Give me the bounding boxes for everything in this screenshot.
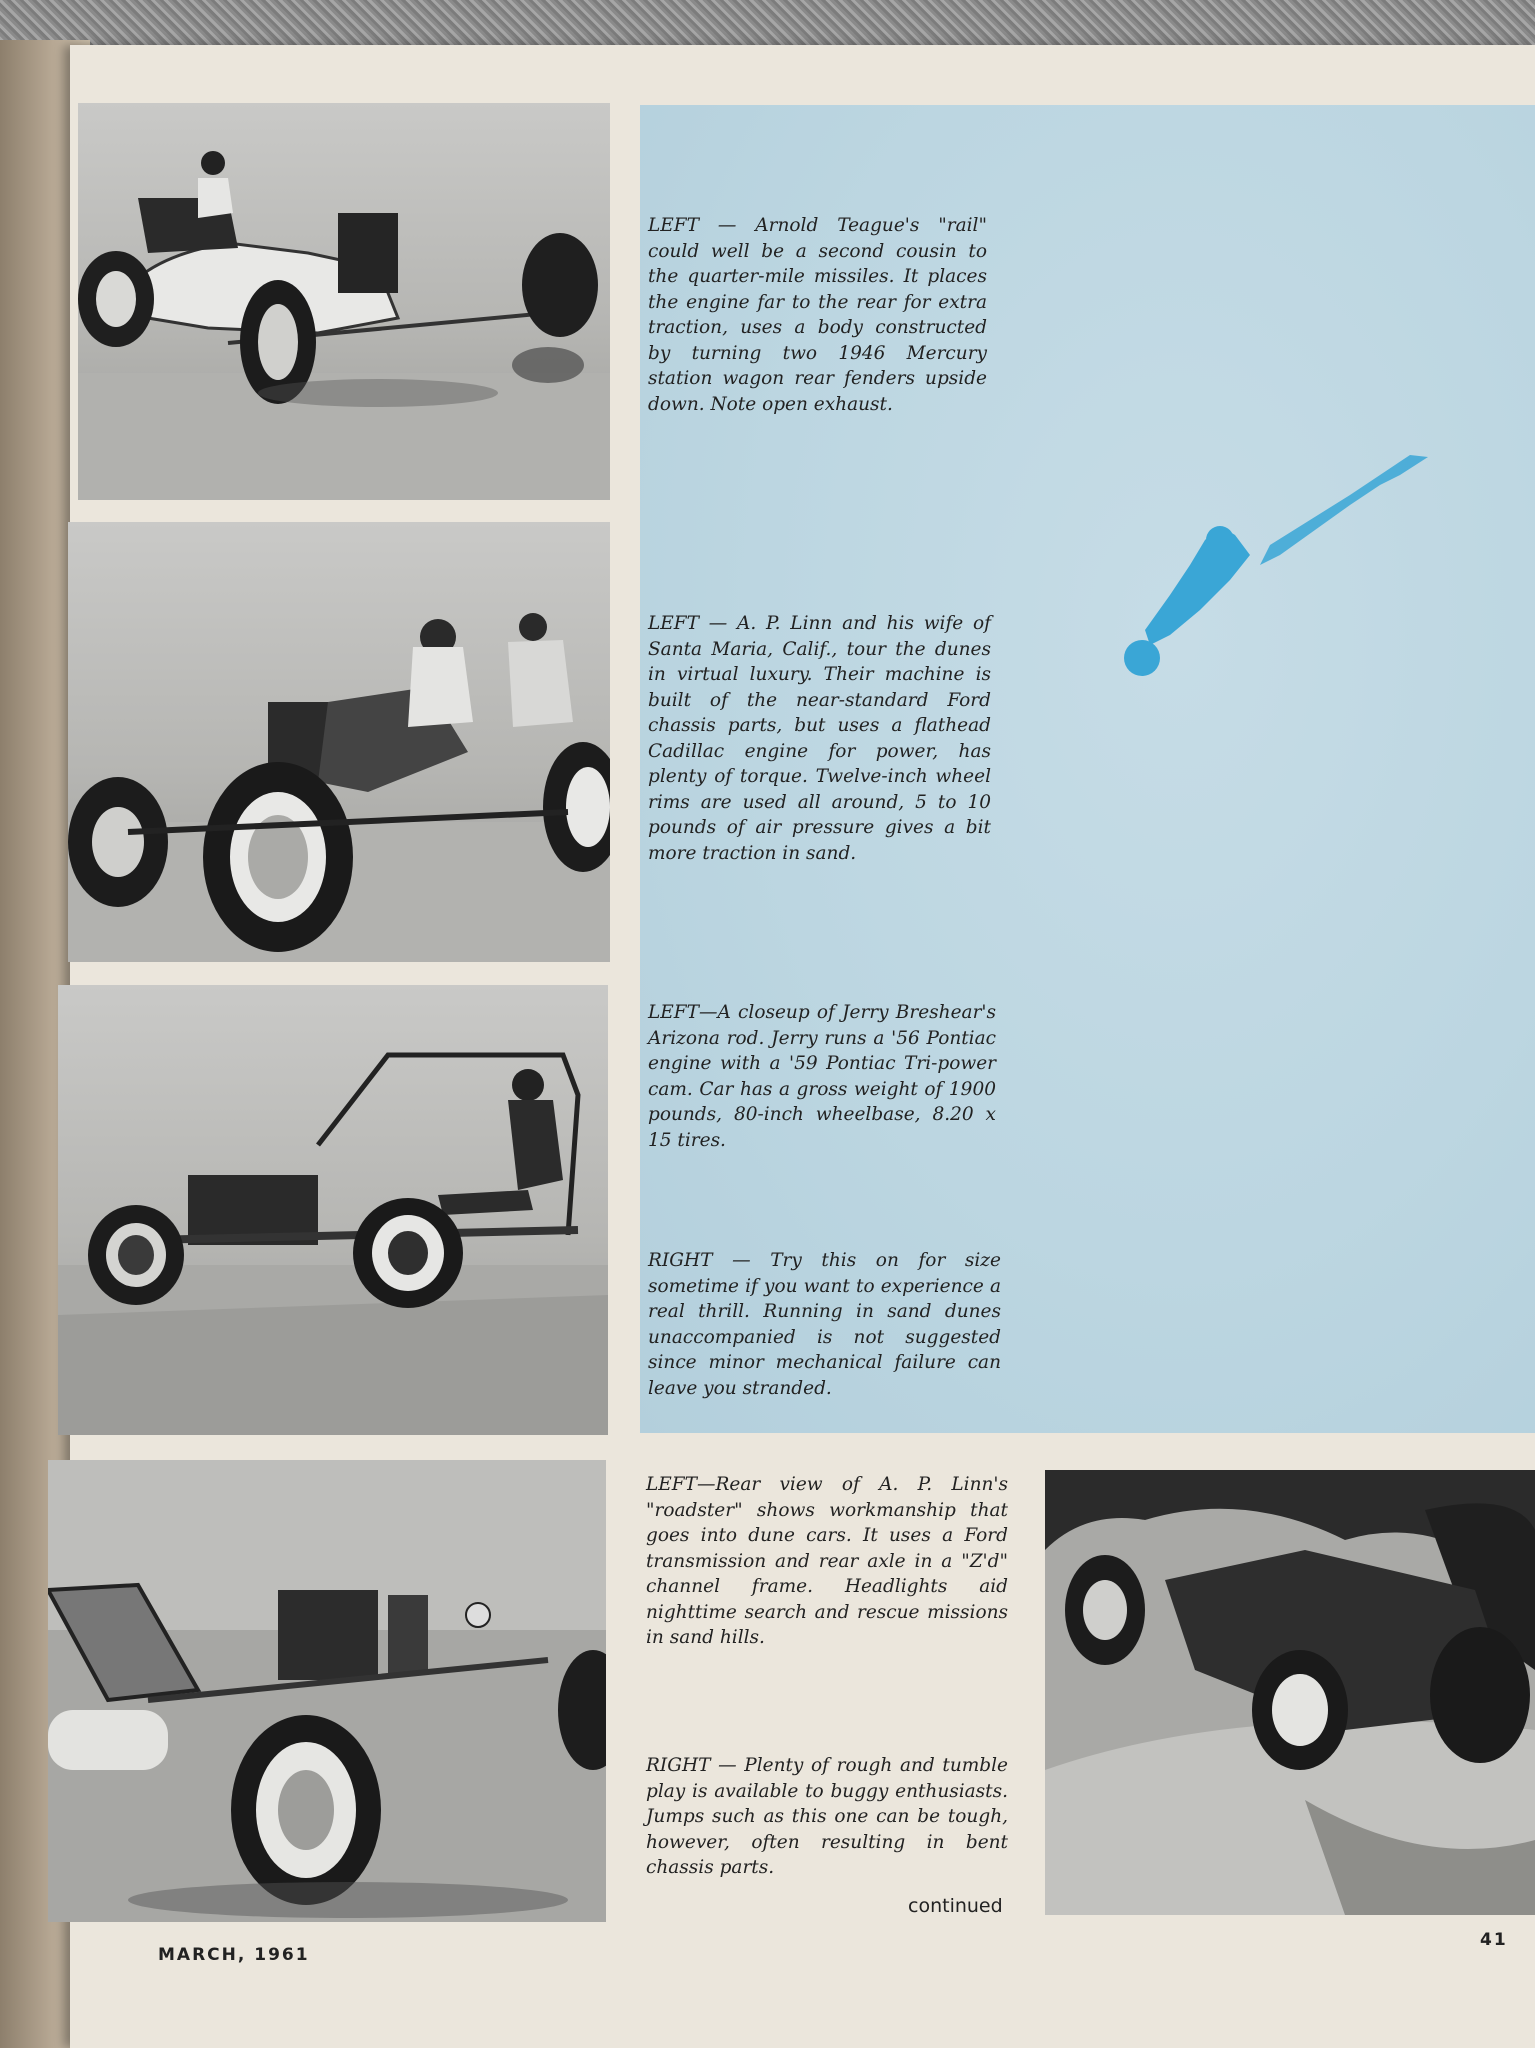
caption-dune-jump-right: [648, 1248, 1001, 1401]
continued-label: continued: [908, 1895, 1003, 1917]
jumping-buggy-photo: [1110, 445, 1430, 695]
photo-linn-rear-view: [48, 1460, 606, 1922]
photo-linn-buggy: [68, 522, 610, 962]
caption-linn-rear-view: [646, 1472, 1008, 1651]
caption-text: RIGHT — Plenty of rough and tumble play is available to buggy enthusiasts. Jumps such as this one can be tough, however, often resulting in bent chassis parts.: [646, 1755, 1008, 1878]
issue-date: MARCH, 1961: [158, 1945, 310, 1965]
caption-rough-play-right: [646, 1753, 1008, 1881]
photo-teague-rail: [78, 103, 610, 500]
caption-text: LEFT — A. P. Linn and his wife of Santa Maria, Calif., tour the dunes in virtual luxury. Their machine is built of the near-standard Ford chassis parts, but uses a flathead Cadillac engine for power, has plenty of torque. Twelve-inch wheel rims are used all around, 5 to 10 pounds of air pressure gives a bit more traction in sand.: [648, 613, 991, 864]
photo-buggy-jump: [1045, 1470, 1535, 1915]
caption-text: LEFT—A closeup of Jerry Breshear's Arizona rod. Jerry runs a '56 Pontiac engine with a '59 Pontiac Tri-power cam. Car has a gross weight of 1900 pounds, 80-inch wheelbase, 8.20 x 15 tires.: [648, 1002, 996, 1151]
caption-text: RIGHT — Try this on for size sometime if you want to experience a real thrill. Running in sand dunes unaccompanied is not suggested since minor mechanical failure can leave you stranded.: [648, 1250, 1001, 1399]
caption-teague-rail: [648, 213, 987, 417]
caption-breshear-rod: [648, 1000, 996, 1153]
page-number: 41: [1480, 1930, 1508, 1950]
caption-text: LEFT—Rear view of A. P. Linn's "roadster" shows workmanship that goes into dune cars. It uses a Ford transmission and rear axle in a "Z'd" channel frame. Headlights aid nighttime search and rescue missions in sand hills.: [646, 1474, 1008, 1648]
caption-linn-buggy: [648, 611, 991, 866]
caption-text: LEFT — Arnold Teague's "rail" could well be a second cousin to the quarter-mile missiles. It places the engine far to the rear for extra traction, uses a body constructed by turning two 1946 Mercury station wagon rear fenders upside down. Note open exhaust.: [648, 215, 987, 415]
photo-breshear-rod: [58, 985, 608, 1435]
